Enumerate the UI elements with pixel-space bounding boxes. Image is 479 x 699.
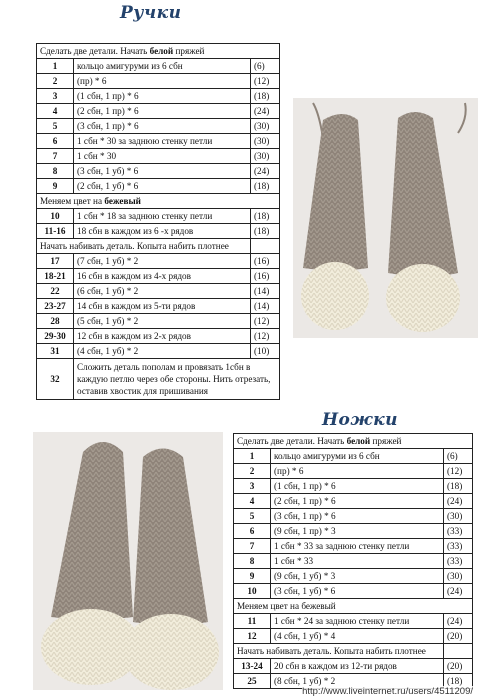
- pattern-row: [37, 119, 280, 134]
- row-stitch-count: (33): [444, 524, 473, 539]
- legs-photo: [33, 432, 223, 690]
- row-instruction: (9 сбн, 1 пр) * 3: [271, 524, 444, 539]
- empty-cell: [444, 644, 473, 659]
- row-number: 18-21: [37, 269, 74, 284]
- arms-color-change-text: [37, 194, 280, 209]
- row-stitch-count: (16): [251, 254, 280, 269]
- arms-final-row: [37, 359, 280, 400]
- arms-section-title: Ручки: [120, 3, 182, 23]
- legs-intro: [234, 434, 473, 449]
- text-segment: пряжей: [370, 435, 402, 446]
- row-stitch-count: (24): [251, 104, 280, 119]
- arms-stuffing-note-text: Начать набивать деталь. Копыта набить плотнее: [37, 239, 251, 254]
- text-segment: Сделать две детали. Начать: [237, 435, 347, 446]
- arms-stuffing-note: [37, 239, 280, 254]
- row-number: 6: [234, 524, 271, 539]
- pattern-row: [37, 314, 280, 329]
- legs-pattern-table: [233, 433, 473, 689]
- row-instruction: (7 сбн, 1 уб) * 2: [74, 254, 251, 269]
- row-instruction: 1 сбн * 18 за заднюю стенку петли: [74, 209, 251, 224]
- row-instruction: 1 сбн * 30: [74, 149, 251, 164]
- row-stitch-count: (18): [444, 674, 473, 689]
- row-instruction: (1 сбн, 1 пр) * 6: [271, 479, 444, 494]
- row-instruction: (3 сбн, 1 уб) * 6: [271, 584, 444, 599]
- row-instruction: кольцо амигуруми из 6 сбн: [74, 59, 251, 74]
- text-segment: пряжей: [173, 45, 205, 56]
- row-number: 10: [37, 209, 74, 224]
- row-instruction: (2 сбн, 1 пр) * 6: [271, 494, 444, 509]
- legs-stuffing-note-text: Начать набивать деталь. Копыта набить плотнее: [234, 644, 444, 659]
- row-number: 17: [37, 254, 74, 269]
- row-number: 29-30: [37, 329, 74, 344]
- row-number: 25: [234, 674, 271, 689]
- row-number: 11-16: [37, 224, 74, 239]
- row-number: 28: [37, 314, 74, 329]
- row-stitch-count: (12): [251, 329, 280, 344]
- pattern-row: [234, 509, 473, 524]
- row-instruction: (9 сбн, 1 уб) * 3: [271, 569, 444, 584]
- row-instruction: (1 сбн, 1 пр) * 6: [74, 89, 251, 104]
- crocheted-arms-image: [293, 98, 478, 338]
- row-instruction: (3 сбн, 1 пр) * 6: [74, 119, 251, 134]
- row-stitch-count: (20): [444, 629, 473, 644]
- row-number: 9: [37, 179, 74, 194]
- row-number: 3: [37, 89, 74, 104]
- pattern-row: [37, 164, 280, 179]
- row-number: 22: [37, 284, 74, 299]
- row-number: 4: [234, 494, 271, 509]
- bold-text: белой: [149, 45, 174, 56]
- row-instruction: (4 сбн, 1 уб) * 4: [271, 629, 444, 644]
- row-stitch-count: (18): [251, 209, 280, 224]
- pattern-row: [37, 89, 280, 104]
- crocheted-legs-image: [33, 432, 223, 690]
- row-stitch-count: (33): [444, 539, 473, 554]
- row-instruction: (4 сбн, 1 уб) * 2: [74, 344, 251, 359]
- text-segment: Меняем цвет на бежевый: [237, 600, 336, 611]
- pattern-row: [37, 224, 280, 239]
- row-stitch-count: (10): [251, 344, 280, 359]
- pattern-row: [37, 254, 280, 269]
- pattern-row: [37, 344, 280, 359]
- row-instruction: (8 сбн, 1 уб) * 2: [271, 674, 444, 689]
- bold-text: бежевый: [104, 195, 141, 206]
- row-stitch-count: (24): [444, 494, 473, 509]
- legs-color-change-text: [234, 599, 473, 614]
- row-number: 2: [234, 464, 271, 479]
- row-instruction: (3 сбн, 1 пр) * 6: [271, 509, 444, 524]
- row-instruction: (5 сбн, 1 уб) * 2: [74, 314, 251, 329]
- row-number: 3: [234, 479, 271, 494]
- pattern-row: [37, 134, 280, 149]
- row-stitch-count: (30): [251, 119, 280, 134]
- arms-intro: [37, 44, 280, 59]
- row-stitch-count: (12): [251, 314, 280, 329]
- legs-section-title: Ножки: [322, 410, 398, 430]
- row-instruction: (3 сбн, 1 уб) * 6: [74, 164, 251, 179]
- row-instruction: (2 сбн, 1 пр) * 6: [74, 104, 251, 119]
- row-stitch-count: (18): [251, 224, 280, 239]
- row-number: 4: [37, 104, 74, 119]
- arms-intro-text: [37, 44, 280, 59]
- row-number: 10: [234, 584, 271, 599]
- row-stitch-count: (16): [251, 269, 280, 284]
- pattern-row: [234, 629, 473, 644]
- pattern-row: [37, 269, 280, 284]
- pattern-row: [37, 329, 280, 344]
- pattern-row: [37, 179, 280, 194]
- row-number: 23-27: [37, 299, 74, 314]
- pattern-row: [234, 464, 473, 479]
- row-number: 8: [234, 554, 271, 569]
- row-stitch-count: (14): [251, 299, 280, 314]
- row-instruction: кольцо амигуруми из 6 сбн: [271, 449, 444, 464]
- row-stitch-count: (20): [444, 659, 473, 674]
- pattern-row: [234, 659, 473, 674]
- row-instruction: 1 сбн * 33: [271, 554, 444, 569]
- row-number: 5: [37, 119, 74, 134]
- legs-intro-text: [234, 434, 473, 449]
- row-instruction: (2 сбн, 1 уб) * 6: [74, 179, 251, 194]
- legs-color-change: [234, 599, 473, 614]
- row-stitch-count: (24): [444, 614, 473, 629]
- bold-text: белой: [346, 435, 371, 446]
- pattern-row: [234, 554, 473, 569]
- row-stitch-count: (24): [444, 584, 473, 599]
- pattern-row: [234, 614, 473, 629]
- pattern-row: [234, 479, 473, 494]
- arms-color-change: [37, 194, 280, 209]
- pattern-row: [234, 584, 473, 599]
- row-instruction: 20 сбн в каждом из 12-ти рядов: [271, 659, 444, 674]
- row-number: 1: [234, 449, 271, 464]
- final-instruction: Сложить деталь пополам и провязать 1сбн в каждую петлю через обе стороны. Нить отрезать, оставив хвостик для пришивания: [74, 359, 280, 400]
- pattern-row: [234, 569, 473, 584]
- row-instruction: 12 сбн в каждом из 2-х рядов: [74, 329, 251, 344]
- row-stitch-count: (30): [251, 134, 280, 149]
- pattern-row: [37, 284, 280, 299]
- pattern-row: [37, 59, 280, 74]
- row-stitch-count: (30): [444, 509, 473, 524]
- empty-cell: [251, 239, 280, 254]
- pattern-row: [234, 494, 473, 509]
- row-stitch-count: (18): [251, 89, 280, 104]
- row-stitch-count: (33): [444, 554, 473, 569]
- pattern-row: [37, 74, 280, 89]
- pattern-row: [37, 209, 280, 224]
- row-number: 1: [37, 59, 74, 74]
- legs-stuffing-note: [234, 644, 473, 659]
- text-segment: Сделать две детали. Начать: [40, 45, 150, 56]
- row-number: 31: [37, 344, 74, 359]
- row-stitch-count: (30): [251, 149, 280, 164]
- row-stitch-count: (14): [251, 284, 280, 299]
- row-number: 8: [37, 164, 74, 179]
- row-number: 2: [37, 74, 74, 89]
- row-number: 13-24: [234, 659, 271, 674]
- pattern-row: [234, 524, 473, 539]
- row-number: 9: [234, 569, 271, 584]
- row-stitch-count: (12): [444, 464, 473, 479]
- row-instruction: 14 сбн в каждом из 5-ти рядов: [74, 299, 251, 314]
- row-number: 32: [37, 359, 74, 400]
- row-stitch-count: (6): [251, 59, 280, 74]
- row-instruction: (пр) * 6: [271, 464, 444, 479]
- row-number: 11: [234, 614, 271, 629]
- pattern-row: [37, 299, 280, 314]
- row-instruction: (6 сбн, 1 уб) * 2: [74, 284, 251, 299]
- row-instruction: 1 сбн * 33 за заднюю стенку петли: [271, 539, 444, 554]
- row-number: 7: [234, 539, 271, 554]
- pattern-row: [37, 149, 280, 164]
- row-number: 12: [234, 629, 271, 644]
- row-number: 7: [37, 149, 74, 164]
- arms-pattern-table: [36, 43, 280, 400]
- row-stitch-count: (6): [444, 449, 473, 464]
- row-number: 5: [234, 509, 271, 524]
- row-stitch-count: (18): [251, 179, 280, 194]
- pattern-row: [234, 449, 473, 464]
- row-stitch-count: (24): [251, 164, 280, 179]
- row-stitch-count: (18): [444, 479, 473, 494]
- row-stitch-count: (12): [251, 74, 280, 89]
- row-instruction: 1 сбн * 24 за заднюю стенку петли: [271, 614, 444, 629]
- row-instruction: 16 сбн в каждом из 4-х рядов: [74, 269, 251, 284]
- text-segment: Меняем цвет на: [40, 195, 105, 206]
- watermark-url[interactable]: http://www.liveinternet.ru/users/4511209/: [302, 686, 473, 697]
- row-instruction: 18 сбн в каждом из 6 -х рядов: [74, 224, 251, 239]
- arms-photo: [293, 98, 478, 338]
- row-stitch-count: (30): [444, 569, 473, 584]
- pattern-row: [37, 104, 280, 119]
- pattern-row: [234, 539, 473, 554]
- row-instruction: (пр) * 6: [74, 74, 251, 89]
- row-instruction: 1 сбн * 30 за заднюю стенку петли: [74, 134, 251, 149]
- row-number: 6: [37, 134, 74, 149]
